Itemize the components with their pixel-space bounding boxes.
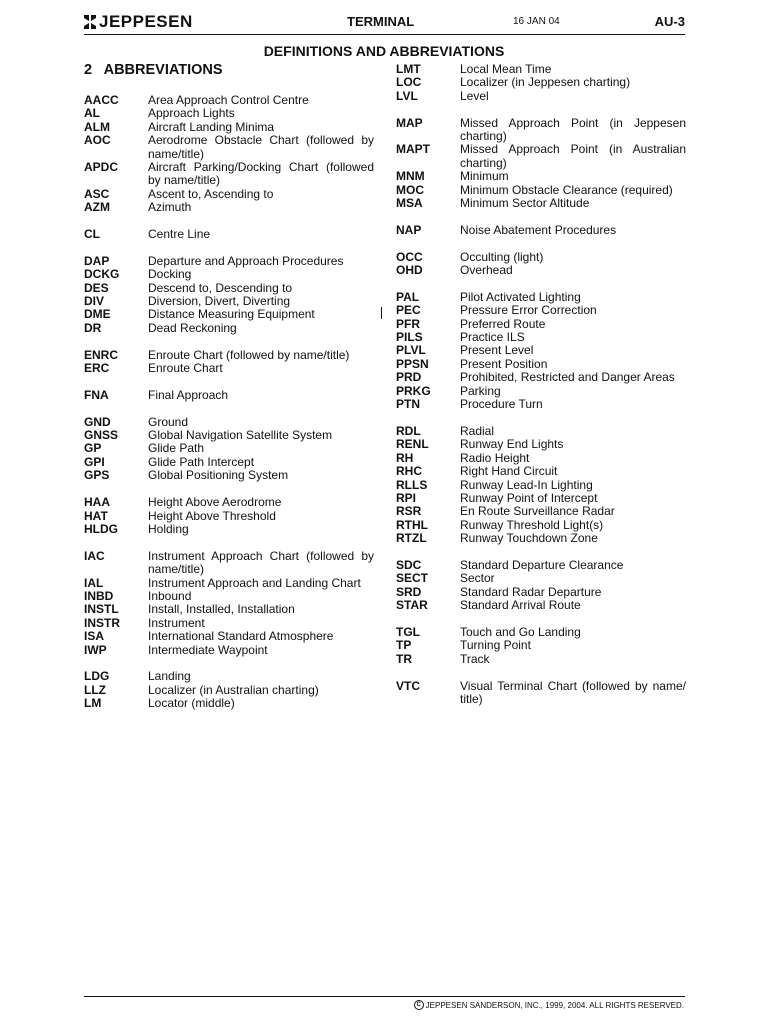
abbreviation-entry — [84, 362, 374, 375]
abbreviation-term: RTZL — [396, 531, 427, 546]
abbreviation-entry — [84, 255, 374, 268]
abbreviation-term: CL — [84, 227, 100, 242]
abbreviation-definition: Instrument — [148, 615, 205, 630]
abbreviation-entry — [84, 268, 374, 281]
abbreviation-definition: Global Navigation Satellite System — [148, 428, 333, 443]
abbreviation-entry — [396, 304, 686, 317]
abbreviation-definition: Minimum Obstacle Clearance (required) — [460, 182, 673, 197]
abbreviation-entry — [84, 161, 374, 188]
header-date: 16 JAN 04 — [513, 16, 560, 27]
abbreviation-term: HAA — [84, 495, 110, 510]
abbreviation-definition: Diversion, Divert, Diverting — [148, 294, 291, 309]
abbreviation-entry — [84, 630, 374, 643]
abbreviation-term: NAP — [396, 222, 422, 237]
abbreviation-term: INSTL — [84, 602, 119, 617]
abbreviation-entry — [396, 438, 686, 451]
abbreviation-entry — [396, 251, 686, 264]
abbreviation-entry — [396, 532, 686, 545]
abbreviation-definition: Visual Terminal Chart (followed by name/ title) — [460, 678, 686, 706]
abbreviation-definition: Runway Threshold Light(s) — [460, 517, 604, 532]
abbreviation-term: RDL — [396, 423, 421, 438]
abbreviation-definition: Radial — [460, 423, 495, 438]
abbreviation-definition: Glide Path Intercept — [148, 454, 255, 469]
abbreviation-definition: Missed Approach Point (in Australian charting) — [460, 142, 686, 170]
abbreviation-definition: Prohibited, Restricted and Danger Areas — [460, 370, 675, 385]
abbreviation-entry — [84, 228, 374, 241]
abbreviation-entry — [396, 331, 686, 344]
abbreviation-term: GP — [84, 441, 102, 456]
copyright-text: JEPPESEN SANDERSON, INC., 1999, 2004. ALL RIGHTS RESERVED. — [425, 1000, 684, 1010]
abbreviation-definition: Practice ILS — [460, 330, 525, 345]
abbreviation-term: LMT — [396, 62, 421, 76]
abbreviation-definition: Standard Radar Departure — [460, 584, 602, 599]
abbreviation-term: MOC — [396, 182, 424, 197]
abbreviation-entry — [396, 385, 686, 398]
abbreviation-entry — [396, 90, 686, 103]
abbreviation-term: AACC — [84, 93, 119, 107]
abbreviation-term: LOC — [396, 75, 422, 90]
abbreviations-right-column — [396, 63, 686, 706]
abbreviation-entry — [396, 572, 686, 585]
abbreviation-entry — [84, 510, 374, 523]
abbreviation-term: VTC — [396, 678, 420, 693]
abbreviation-term: DR — [84, 320, 102, 335]
document-title: DEFINITIONS AND ABBREVIATIONS — [263, 43, 505, 59]
abbreviation-entry — [396, 492, 686, 505]
abbreviation-definition: Minimum Sector Altitude — [460, 196, 590, 211]
abbreviation-entry — [84, 644, 374, 657]
abbreviation-term: GND — [84, 414, 111, 429]
abbreviation-term: MSA — [396, 196, 423, 211]
abbreviation-entry — [396, 318, 686, 331]
change-bar — [381, 307, 382, 319]
section-title: 2 ABBREVIATIONS — [84, 62, 223, 78]
abbreviation-term: GPI — [84, 454, 105, 469]
abbreviation-term: PPSN — [396, 356, 429, 371]
abbreviation-entry — [396, 586, 686, 599]
abbreviation-definition: Missed Approach Point (in Jeppesen charting) — [460, 115, 686, 144]
abbreviation-definition: Localizer (in Jeppesen charting) — [460, 75, 631, 90]
abbreviation-term: LLZ — [84, 682, 106, 697]
abbreviation-entry — [84, 308, 374, 321]
abbreviation-definition: Global Positioning System — [148, 468, 289, 483]
abbreviation-term: RENL — [396, 437, 429, 452]
abbreviation-entry — [396, 371, 686, 384]
abbreviation-term: DCKG — [84, 267, 120, 282]
abbreviation-term: RH — [396, 450, 414, 465]
abbreviation-entry — [84, 134, 374, 161]
abbreviation-term: GPS — [84, 468, 110, 483]
abbreviation-entry — [396, 519, 686, 532]
abbreviation-entry — [396, 184, 686, 197]
abbreviation-definition: Runway Point of Intercept — [460, 490, 598, 505]
logo-text: JEPPESEN — [99, 12, 193, 31]
abbreviation-definition: Ground — [148, 414, 189, 429]
abbreviation-definition: Track — [460, 651, 490, 666]
abbreviation-definition: Departure and Approach Procedures — [148, 253, 344, 268]
abbreviation-term: LM — [84, 696, 102, 711]
abbreviation-entry — [396, 479, 686, 492]
abbreviation-definition: Aircraft Parking/Docking Chart (followed by name/title) — [148, 160, 374, 188]
abbreviation-entry — [396, 117, 686, 144]
abbreviation-term: ERC — [84, 361, 110, 376]
abbreviation-term: AZM — [84, 200, 110, 215]
abbreviation-entry — [84, 442, 374, 455]
abbreviation-term: INSTR — [84, 615, 120, 630]
abbreviation-definition: Occulting (light) — [460, 249, 544, 264]
abbreviation-entry — [396, 559, 686, 572]
abbreviation-entry — [84, 590, 374, 603]
abbreviation-term: MAP — [396, 115, 423, 130]
abbreviation-definition: Procedure Turn — [460, 397, 543, 412]
abbreviation-entry — [84, 188, 374, 201]
abbreviation-term: DAP — [84, 253, 110, 268]
abbreviation-term: ENRC — [84, 347, 119, 362]
abbreviation-term: PTN — [396, 397, 420, 412]
abbreviation-definition: Centre Line — [148, 227, 211, 242]
abbreviation-definition: Descend to, Descending to — [148, 280, 293, 295]
abbreviations-left-column — [84, 94, 374, 711]
abbreviation-term: IAL — [84, 575, 104, 590]
header-page-number: AU-3 — [654, 14, 685, 29]
abbreviation-term: TR — [396, 651, 412, 666]
abbreviation-term: PFR — [396, 316, 420, 331]
abbreviation-term: INBD — [84, 588, 114, 603]
abbreviation-term: HAT — [84, 508, 108, 523]
abbreviation-entry — [396, 599, 686, 612]
abbreviation-entry — [84, 94, 374, 107]
abbreviation-term: LVL — [396, 88, 418, 103]
abbreviation-term: SDC — [396, 557, 422, 572]
abbreviation-definition: Standard Departure Clearance — [460, 557, 624, 572]
abbreviation-entry — [84, 523, 374, 536]
abbreviation-term: FNA — [84, 387, 109, 402]
abbreviation-definition: Landing — [148, 669, 191, 684]
abbreviation-entry — [396, 680, 686, 707]
abbreviation-definition: Standard Arrival Route — [460, 598, 581, 613]
abbreviation-definition: Runway End Lights — [460, 437, 564, 452]
abbreviation-term: ISA — [84, 629, 105, 644]
abbreviation-term: TGL — [396, 624, 420, 639]
abbreviation-term: DES — [84, 280, 109, 295]
abbreviation-term: AOC — [84, 133, 111, 148]
abbreviation-term: ALM — [84, 119, 110, 134]
abbreviation-term: PEC — [396, 303, 421, 318]
abbreviation-term: ASC — [84, 186, 110, 201]
abbreviation-entry — [84, 121, 374, 134]
abbreviation-definition: Present Position — [460, 356, 548, 371]
abbreviation-definition: Locator (middle) — [148, 696, 235, 711]
abbreviation-term: RTHL — [396, 517, 428, 532]
abbreviation-definition: International Standard Atmosphere — [148, 629, 334, 644]
abbreviation-term: PRD — [396, 370, 422, 385]
abbreviation-entry — [84, 295, 374, 308]
abbreviation-entry — [84, 697, 374, 710]
page-footer — [414, 1000, 684, 1010]
abbreviation-definition: Height Above Aerodrome — [148, 495, 282, 510]
abbreviation-entry — [84, 617, 374, 630]
abbreviation-term: PILS — [396, 330, 423, 345]
abbreviation-definition: Overhead — [460, 263, 513, 278]
abbreviation-term: OHD — [396, 263, 423, 278]
abbreviation-entry — [84, 322, 374, 335]
abbreviation-definition: Final Approach — [148, 387, 229, 402]
abbreviation-entry — [84, 670, 374, 683]
abbreviation-definition: Enroute Chart (followed by name/title) — [148, 347, 350, 362]
abbreviation-definition: Localizer (in Australian charting) — [148, 682, 319, 697]
abbreviation-term: IWP — [84, 642, 107, 657]
abbreviation-term: TP — [396, 638, 412, 653]
abbreviation-entry — [84, 496, 374, 509]
abbreviation-entry — [396, 76, 686, 89]
abbreviation-definition: Right Hand Circuit — [460, 464, 558, 479]
abbreviation-definition: Minimum — [460, 169, 509, 184]
abbreviation-entry — [396, 291, 686, 304]
abbreviation-entry — [84, 577, 374, 590]
footer-rule — [84, 996, 685, 997]
abbreviation-term: MNM — [396, 169, 425, 184]
abbreviation-entry — [396, 143, 686, 170]
abbreviation-definition: Present Level — [460, 343, 534, 358]
abbreviation-term: RPI — [396, 490, 417, 505]
copyright-icon: C — [414, 1000, 424, 1010]
abbreviation-entry — [396, 63, 686, 76]
abbreviation-definition: Runway Lead-In Lighting — [460, 477, 593, 492]
abbreviation-definition: Preferred Route — [460, 316, 546, 331]
abbreviation-entry — [396, 465, 686, 478]
abbreviation-definition: Turning Point — [460, 638, 531, 653]
abbreviation-definition: Touch and Go Landing — [460, 624, 581, 639]
abbreviation-definition: Approach Lights — [148, 106, 235, 121]
abbreviation-entry — [84, 282, 374, 295]
abbreviation-definition: Runway Touchdown Zone — [460, 531, 598, 546]
abbreviation-definition: Area Approach Control Centre — [148, 93, 309, 107]
abbreviation-entry — [396, 358, 686, 371]
abbreviation-definition: Aerodrome Obstacle Chart (followed by name/title) — [148, 133, 374, 161]
abbreviation-entry — [396, 452, 686, 465]
abbreviation-entry — [84, 107, 374, 120]
abbreviation-definition: Install, Installed, Installation — [148, 602, 295, 617]
abbreviation-definition: En Route Surveillance Radar — [460, 504, 615, 519]
abbreviation-definition: Pressure Error Correction — [460, 303, 597, 318]
jeppesen-logo — [84, 12, 193, 32]
abbreviation-term: GNSS — [84, 428, 119, 443]
abbreviation-definition: Ascent to, Ascending to — [148, 186, 274, 201]
abbreviation-term: RLLS — [396, 477, 428, 492]
abbreviation-entry — [396, 170, 686, 183]
abbreviation-definition: Height Above Threshold — [148, 508, 276, 523]
abbreviation-definition: Sector — [460, 571, 495, 586]
abbreviation-definition: Radio Height — [460, 450, 530, 465]
abbreviation-definition: Pilot Activated Lighting — [460, 289, 581, 304]
abbreviation-definition: Instrument Approach and Landing Chart — [148, 575, 361, 590]
abbreviation-entry — [396, 224, 686, 237]
abbreviation-entry — [396, 639, 686, 652]
abbreviation-entry — [396, 425, 686, 438]
abbreviation-definition: Noise Abatement Procedures — [460, 222, 617, 237]
page-header — [84, 10, 685, 35]
abbreviation-entry — [84, 550, 374, 577]
abbreviation-entry — [84, 201, 374, 214]
abbreviation-definition: Azimuth — [148, 200, 192, 215]
abbreviation-definition: Parking — [460, 383, 501, 398]
abbreviation-definition: Intermediate Waypoint — [148, 642, 268, 657]
abbreviation-definition: Enroute Chart — [148, 361, 223, 376]
abbreviation-definition: Level — [460, 88, 489, 103]
abbreviation-term: STAR — [396, 598, 428, 613]
abbreviation-entry — [396, 398, 686, 411]
abbreviation-term: HLDG — [84, 521, 118, 536]
abbreviation-entry — [84, 469, 374, 482]
abbreviation-definition: Instrument Approach Chart (followed by name/title) — [148, 548, 374, 577]
abbreviation-entry — [84, 456, 374, 469]
abbreviation-definition: Docking — [148, 267, 192, 282]
jeppesen-logo-icon — [84, 15, 96, 29]
abbreviation-definition: Inbound — [148, 588, 192, 603]
abbreviation-entry — [84, 429, 374, 442]
abbreviation-term: PLVL — [396, 343, 426, 358]
abbreviation-definition: Distance Measuring Equipment — [148, 307, 315, 322]
abbreviation-term: AL — [84, 106, 100, 121]
abbreviation-term: OCC — [396, 249, 423, 264]
abbreviation-entry — [84, 684, 374, 697]
abbreviation-entry — [396, 197, 686, 210]
abbreviation-term: LDG — [84, 669, 110, 684]
abbreviation-term: SRD — [396, 584, 422, 599]
abbreviation-definition: Glide Path — [148, 441, 205, 456]
abbreviation-entry — [396, 344, 686, 357]
header-section: TERMINAL — [347, 14, 415, 29]
abbreviation-entry — [84, 389, 374, 402]
abbreviation-entry — [396, 505, 686, 518]
abbreviation-term: MAPT — [396, 142, 430, 157]
abbreviation-term: PRKG — [396, 383, 431, 398]
abbreviation-term: DIV — [84, 294, 105, 309]
abbreviation-entry — [396, 653, 686, 666]
abbreviation-term: IAC — [84, 548, 105, 563]
abbreviation-entry — [84, 416, 374, 429]
abbreviation-entry — [84, 603, 374, 616]
abbreviation-term: DME — [84, 307, 111, 322]
abbreviation-definition: Dead Reckoning — [148, 320, 237, 335]
abbreviation-term: RSR — [396, 504, 422, 519]
abbreviation-term: APDC — [84, 160, 119, 175]
abbreviation-entry — [396, 626, 686, 639]
abbreviation-definition: Aircraft Landing Minima — [148, 119, 275, 134]
abbreviation-entry — [84, 349, 374, 362]
abbreviation-term: PAL — [396, 289, 420, 304]
abbreviation-term: SECT — [396, 571, 429, 586]
abbreviation-entry — [396, 264, 686, 277]
abbreviation-definition: Local Mean Time — [460, 62, 552, 76]
abbreviation-definition: Holding — [148, 521, 189, 536]
abbreviation-term: RHC — [396, 464, 422, 479]
